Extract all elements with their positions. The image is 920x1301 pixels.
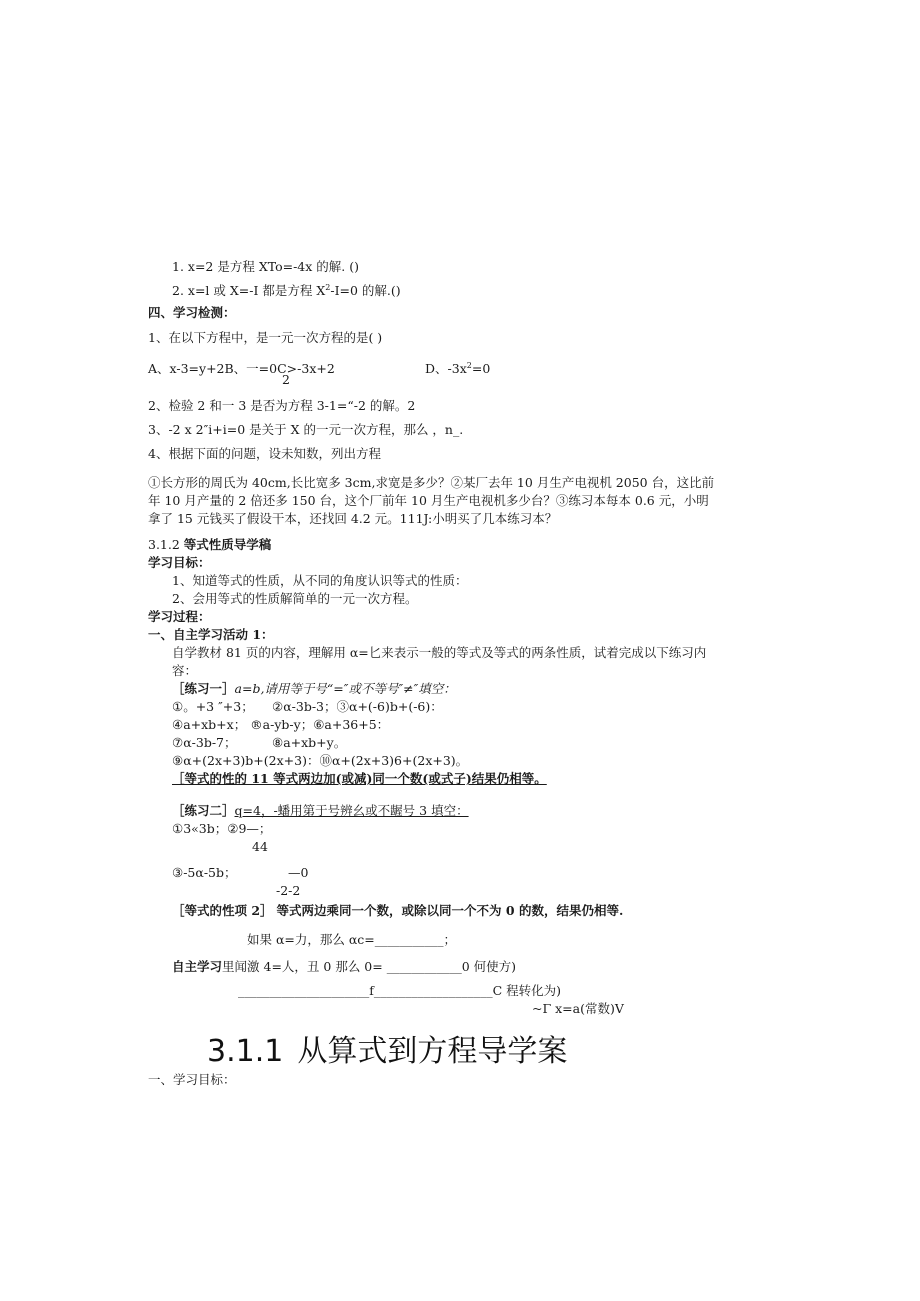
exercise-2-row-2a: ③-5α-5b； <box>172 865 237 880</box>
exercise-2-prompt <box>172 803 469 819</box>
superscript: 2 <box>325 282 331 292</box>
goals-heading: 学习目标： <box>148 555 211 570</box>
process-heading: 学习过程： <box>148 609 211 624</box>
if-then-line: 如果 α=力，那么 αc=___________； <box>247 932 457 947</box>
judge-item-1: 1. x=2 是方程 XTo=-4x 的解. () <box>172 259 359 274</box>
question-4-body-line-2: 年 10 月产量的 2 倍还多 150 台，这个厂前年 10 月生产电视机多少台？③练习本每本 0.6 元，小明 <box>148 493 709 508</box>
exercise-1-row-3b: ⑧a+xb+y。 <box>272 735 347 750</box>
judge-item-2-text: 2. x=l 或 X=-I 都是方程 X <box>172 283 326 298</box>
question-1-options: A、x-3=y+2B、一=0C>-3x+2 <box>148 361 335 376</box>
property-2-text: 等式两边乘同一个数，或除以同一个不为 0 的数，结果仍相等. <box>276 903 624 918</box>
superscript: 2 <box>466 360 472 370</box>
exercise-1-row-2: ④a+xb+x； ®a-yb-y；⑥a+36+5： <box>172 717 390 732</box>
judge-item-2-tail: -I=0 的解.() <box>330 283 401 298</box>
question-4: 4、根据下面的问题，设未知数，列出方程 <box>148 446 381 461</box>
question-2: 2、检验 2 和一 3 是否为方程 3-1=“-2 的解。2 <box>148 398 416 413</box>
goal-1: 1、知道等式的性质，从不同的角度认识等式的性质： <box>172 573 468 588</box>
intro-line-2: 容： <box>172 663 198 678</box>
lesson-311-title <box>207 1032 567 1072</box>
activity-heading: 一、自主学习活动 1： <box>148 627 274 642</box>
self-study-label: 自主学习 <box>172 959 223 974</box>
transform-line: _____________________f___________________C 程转化为) <box>238 983 562 998</box>
self-study-line <box>172 959 516 975</box>
lesson-311-title-text: 从算式到方程导学案 <box>297 1034 568 1069</box>
exercise-1-row-3a: ⑦α-3b-7； <box>172 735 237 750</box>
exercise-1-prompt <box>172 681 456 697</box>
lesson-312-number: 3.1.2 <box>148 537 180 552</box>
exercise-1-label: ［练习一］ <box>172 681 235 696</box>
lesson-311-number: 3.1.1 <box>207 1034 284 1069</box>
lesson-312-title-text: 等式性质导学稿 <box>183 537 272 552</box>
property-1: ［等式的性的 11 等式两边加(或减)同一个数(或式子)结果仍相等。 <box>172 771 547 786</box>
property-2-label: ［等式的性项 2］ <box>172 903 273 918</box>
exercise-1-row-1b: ②α-3b-3；③α+(-6)b+(-6)： <box>272 699 443 714</box>
judge-item-2 <box>172 283 401 299</box>
exercise-1-row-4: ⑨α+(2x+3)b+(2x+3)：⑩α+(2x+3)6+(2x+3)。 <box>172 753 469 768</box>
option-d-tail: =0 <box>471 361 491 376</box>
exercise-2-row-2b: —0 <box>288 865 309 880</box>
exercise-2-row-1: ①3«3b；②9—； <box>172 821 272 836</box>
question-4-body-line-3: 拿了 15 元钱买了假设干本，还找回 4.2 元。111J:小明买了几本练习本？ <box>148 511 558 526</box>
question-1: 1、在以下方程中，是一元一次方程的是( ) <box>148 330 383 345</box>
question-4-body-line-1: ①长方形的周氏为 40cm,长比宽多 3cm,求宽是多少？②某厂去年 10 月生产电视机 2050 台，这比前 <box>148 475 715 490</box>
exercise-2-text: q=4，-蟠用第于号辨幺或不龌号 3 填空： <box>234 803 469 818</box>
question-1-option-d <box>425 361 490 377</box>
exercise-1-text: a=b,请用等于号“=″或不等号″≠″填空： <box>234 681 456 696</box>
exercise-2-label: ［练习二］ <box>172 803 235 818</box>
option-d-text: D、-3x <box>425 361 467 376</box>
property-2 <box>172 903 623 919</box>
exercise-2-row-2-sub: -2-2 <box>276 883 301 898</box>
self-study-text: 里闻激 4=人，丑 0 那么 0= ____________0 何使方) <box>222 959 516 974</box>
exercise-1-row-1a: ①。+3 ″+3； <box>172 699 254 714</box>
goal-2: 2、会用等式的性质解简单的一元一次方程。 <box>172 591 418 606</box>
question-1-denominator: 2 <box>282 372 290 387</box>
lesson-311-goals-heading: 一、学习目标： <box>148 1072 236 1087</box>
result-line: ~Γ x=a(常数)V <box>532 1001 624 1016</box>
exercise-2-row-1-sub: 44 <box>252 839 268 854</box>
intro-line-1: 自学教材 81 页的内容，理解用 α=匕来表示一般的等式及等式的两条性质，试着完成以下练习内 <box>172 645 707 660</box>
section4-heading: 四、学习检测： <box>148 305 236 320</box>
question-3: 3、-2 x 2″i+i=0 是关于 X 的一元一次方程，那么 ，n_. <box>148 422 464 437</box>
lesson-312-title <box>148 537 271 553</box>
